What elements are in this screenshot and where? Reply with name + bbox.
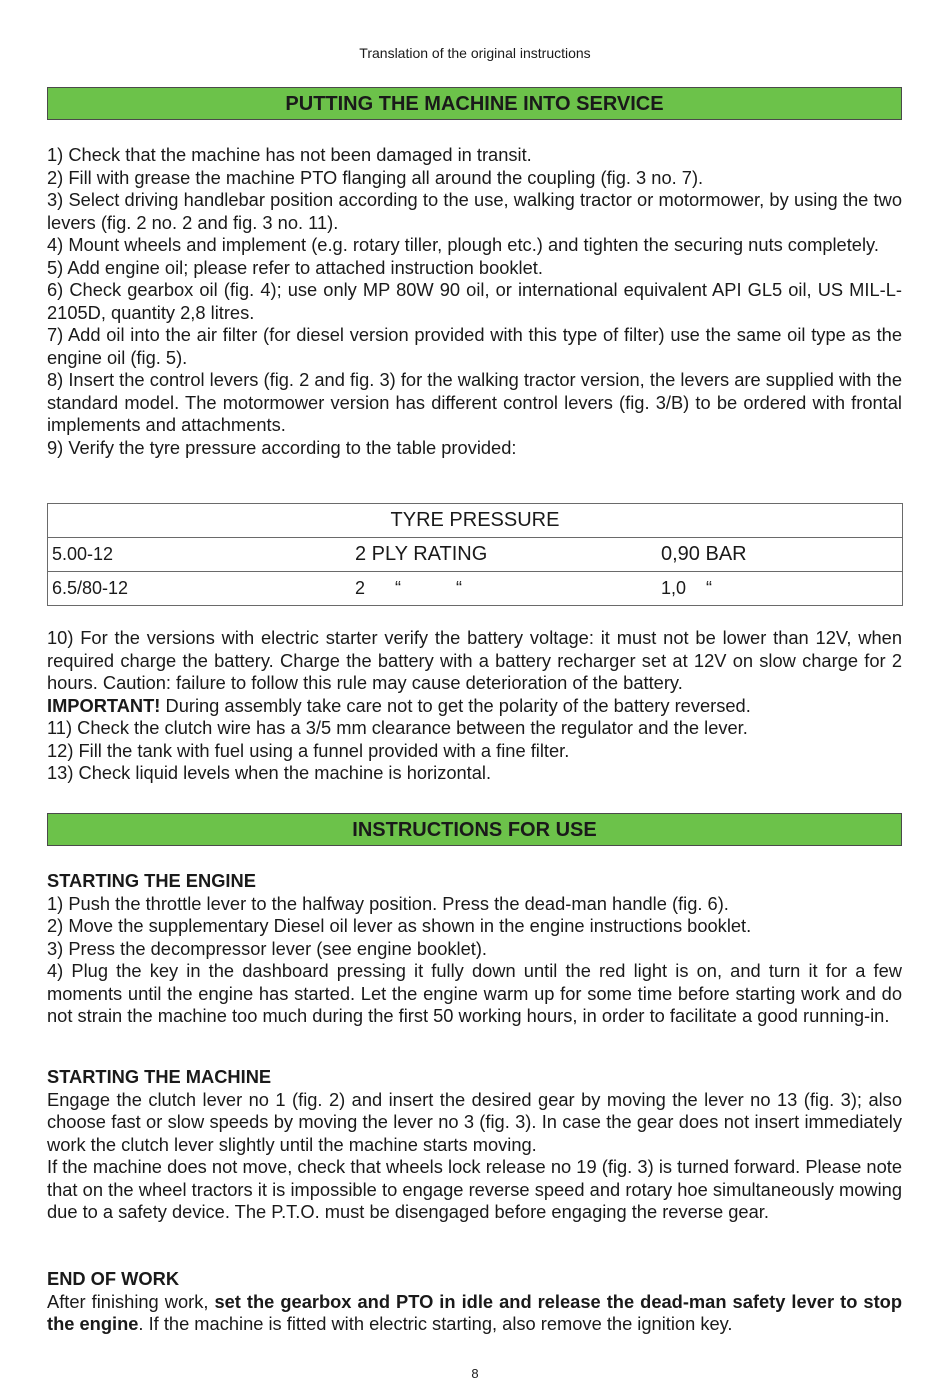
end-of-work-text-start: After finishing work, (47, 1290, 215, 1312)
table-row (48, 538, 903, 572)
section-title-putting-into-service: PUTTING THE MACHINE INTO SERVICE (47, 87, 902, 120)
service-step: 10) For the versions with electric starter verify the battery voltage: it must not be lower than 12V, when required charge the battery. Charge the battery with a battery recharger set at 12V on slow charge for 2 hours. Caution: failure to follow this rule may cause deterioration of the battery. (47, 627, 902, 693)
end-of-work-text (47, 1291, 902, 1336)
service-step: 6) Check gearbox oil (fig. 4); use only MP 80W 90 oil, or international equivalent API GL5 oil, US MIL-L-2105D, quantity 2,8 litres. (47, 279, 902, 323)
machine-paragraph: Engage the clutch lever no 1 (fig. 2) and insert the desired gear by moving the lever no 13 (fig. 3); also choose fast or slow speeds by moving the lever no 3 (fig. 3). In case the gear does not insert immediately work the clutch lever slightly until the machine starts moving. (47, 1088, 902, 1155)
service-step: 12) Fill the tank with fuel using a funnel provided with a fine filter. (47, 739, 570, 761)
table-row-cell (48, 572, 903, 606)
starting-engine-heading: STARTING THE ENGINE (47, 870, 256, 891)
tyre-pressure-table (47, 503, 903, 606)
service-step: 1) Check that the machine has not been damaged in transit. (47, 144, 532, 165)
service-step: 11) Check the clutch wire has a 3/5 mm clearance between the regulator and the lever. (47, 717, 748, 738)
service-step: 8) Insert the control levers (fig. 2 and fig. 3) for the walking tractor version, the levers are supplied with the standard model. The motormower version has different control levers (fig. 3/B) to be ordered with frontal implements and attachments. (47, 369, 902, 435)
engine-step: 1) Push the throttle lever to the halfway position. Press the dead-man handle (fig. 6). (47, 892, 729, 914)
engine-step: 3) Press the decompressor lever (see engine booklet). (47, 937, 487, 959)
end-of-work-text-bold: set the gearbox and PTO in idle and release the dead-man safety lever to stop the engine (47, 1290, 902, 1334)
service-step: 7) Add oil into the air filter (for diesel version provided with this type of filter) use the same oil type as the engine oil (fig. 5). (47, 324, 902, 368)
service-steps-continued (47, 627, 902, 785)
end-of-work-heading: END OF WORK (47, 1268, 180, 1289)
starting-machine-block (47, 1066, 902, 1224)
service-step: 13) Check liquid levels when the machine is horizontal. (47, 762, 492, 783)
tyre-size-cell: 5.00-12 (52, 544, 114, 564)
page-number: 8 (471, 1366, 479, 1381)
important-label: IMPORTANT! (47, 694, 161, 716)
service-steps-list (47, 144, 902, 459)
service-step: 2) Fill with grease the machine PTO flanging all around the coupling (fig. 3 no. 7). (47, 166, 704, 188)
tyre-pressure-title: TYRE PRESSURE (48, 504, 903, 538)
important-text: During assembly take care not to get the polarity of the battery reversed. (160, 694, 751, 716)
service-step: 9) Verify the tyre pressure according to the table provided: (47, 436, 517, 458)
end-of-work-text-end: . If the machine is fitted with electric starting, also remove the ignition key. (138, 1313, 733, 1334)
ply-rating-cell: 2 “ “ (355, 578, 463, 598)
pressure-cell: 1,0 “ (661, 578, 713, 598)
pressure-cell: 0,90 BAR (661, 543, 747, 565)
table-header-row (48, 504, 903, 538)
document-header-note: Translation of the original instructions (359, 45, 591, 61)
engine-step: 4) Plug the key in the dashboard pressing it fully down until the red light is on, and turn it for a few moments until the engine has started. Let the engine warm up for some time before starting work and do not strain the machine too much during the first 50 working hours, in order to facilitate a good running-in. (47, 960, 902, 1026)
starting-engine-block (47, 870, 902, 1028)
machine-paragraph: If the machine does not move, check that wheels lock release no 19 (fig. 3) is turned forward. Please note that on the wheel tractors it is impossible to engage reverse speed and rotary hoe simultaneously mowing due to a safety device. The P.T.O. must be disengaged before engaging the reverse gear. (47, 1156, 902, 1222)
ply-rating-cell: 2 PLY RATING (355, 543, 488, 565)
service-step: 5) Add engine oil; please refer to attached instruction booklet. (47, 256, 543, 278)
tyre-size-cell: 6.5/80-12 (52, 578, 129, 598)
engine-step: 2) Move the supplementary Diesel oil lever as shown in the engine instructions booklet. (47, 915, 752, 936)
service-step: 3) Select driving handlebar position according to the use, walking tractor or motormower, by using the two levers (fig. 2 no. 2 and fig. 3 no. 11). (47, 189, 902, 233)
important-note (47, 695, 902, 718)
starting-machine-heading: STARTING THE MACHINE (47, 1066, 272, 1087)
section-title-instructions-for-use: INSTRUCTIONS FOR USE (47, 813, 902, 846)
end-of-work-block (47, 1268, 902, 1336)
table-row (48, 572, 903, 606)
service-step: 4) Mount wheels and implement (e.g. rotary tiller, plough etc.) and tighten the securing nuts completely. (47, 234, 879, 255)
table-row-cell (48, 538, 903, 572)
